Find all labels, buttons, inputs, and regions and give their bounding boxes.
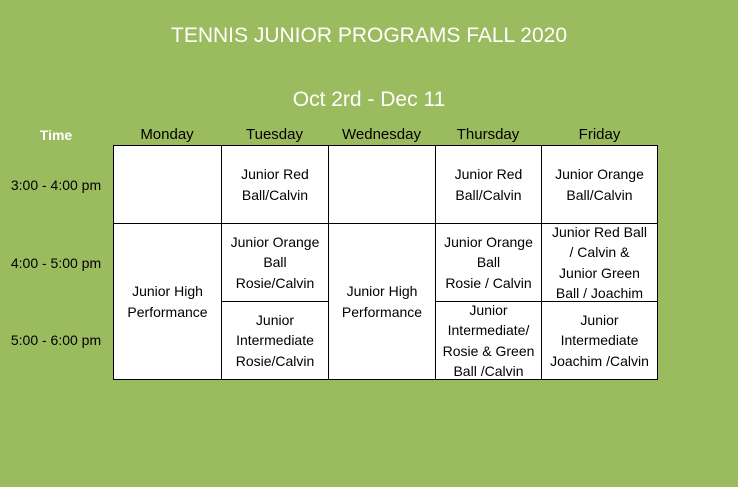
cell-tuesday-3pm: Junior Red Ball/Calvin [221,145,329,224]
cell-friday-3pm: Junior Orange Ball/Calvin [541,145,658,224]
cell-friday-5pm: Junior Intermediate Joachim /Calvin [541,301,658,380]
day-header-monday: Monday [140,126,194,143]
cell-thursday-3pm: Junior Red Ball/Calvin [435,145,542,224]
cell-monday-4-6pm: Junior High Performance [113,223,222,380]
cell-thursday-4pm: Junior Orange Ball Rosie / Calvin [435,223,542,302]
day-header-wednesday: Wednesday [342,126,421,143]
cell-wednesday-4-6pm: Junior High Performance [328,223,436,380]
time-column-header: Time [39,127,73,143]
day-header-tuesday: Tuesday [246,126,303,143]
cell-tuesday-4pm: Junior Orange Ball Rosie/Calvin [221,223,329,302]
day-header-thursday: Thursday [456,126,520,143]
cell-wednesday-3pm [328,145,436,224]
time-slot-5pm: 5:00 - 6:00 pm [10,332,102,348]
page-title: TENNIS JUNIOR PROGRAMS FALL 2020 [171,24,567,47]
time-slot-4pm: 4:00 - 5:00 pm [10,255,102,271]
cell-tuesday-5pm: Junior Intermediate Rosie/Calvin [221,301,329,380]
cell-monday-3pm [113,145,222,224]
cell-friday-4pm: Junior Red Ball / Calvin & Junior Green Ball / Joachim [541,223,658,302]
date-range: Oct 2rd - Dec 11 [292,88,446,111]
day-header-friday: Friday [578,126,621,143]
cell-thursday-5pm: Junior Intermediate/ Rosie & Green Ball /Calvin [435,301,542,380]
time-slot-3pm: 3:00 - 4:00 pm [10,177,102,193]
